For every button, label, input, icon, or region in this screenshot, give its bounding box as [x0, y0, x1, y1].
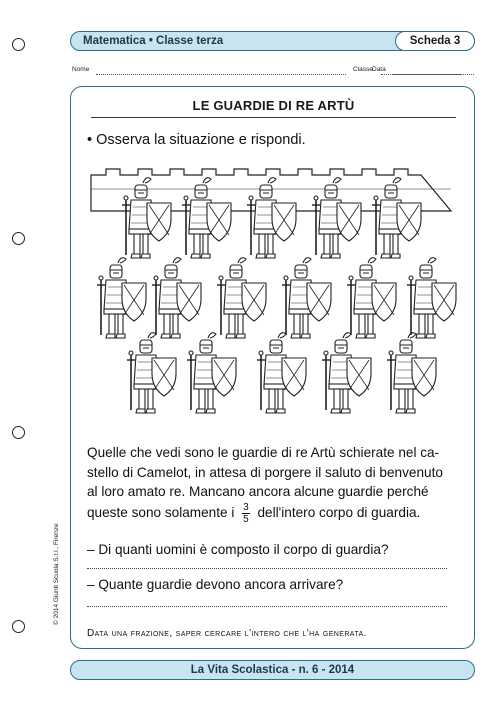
instruction-text: • Osserva la situazione e rispondi. — [87, 132, 306, 148]
binder-hole-upper — [12, 232, 25, 245]
guard-figure — [312, 178, 361, 258]
fraction-denominator: 5 — [243, 513, 249, 525]
paragraph-line-4 — [87, 502, 465, 525]
name-label: Nome — [72, 66, 90, 73]
paragraph-line-3: al loro amato re. Mancano ancora alcune guardie perché — [87, 484, 429, 499]
question-2: – Quante guardie devono ancora arrivare? — [87, 577, 344, 592]
guard-figure — [387, 333, 436, 413]
guard-figure — [122, 178, 171, 258]
answer-line-1[interactable] — [87, 568, 447, 569]
guard-figure — [282, 258, 331, 338]
worksheet-title: LE GUARDIE DI RE ARTÙ — [192, 98, 355, 113]
copyright-notice: © 2014 Giunti Scuola S.r.l., Firenze — [53, 523, 60, 625]
paragraph-line-1: Quelle che vedi sono le guardie di re Artù schierate nel ca- — [87, 445, 440, 460]
guard-figure — [257, 333, 306, 413]
fraction — [242, 502, 250, 525]
guard-figure — [187, 333, 236, 413]
guard-figure — [127, 333, 176, 413]
worksheet-panel — [70, 86, 475, 649]
class-label: Classe — [353, 66, 373, 73]
guard-formation — [97, 178, 456, 413]
student-fields — [70, 66, 475, 78]
learning-goal: Data una frazione, saper cercare l'intero che l'ha generata. — [87, 628, 367, 639]
guard-figure — [322, 333, 371, 413]
guards-illustration — [86, 165, 461, 437]
guard-figure — [247, 178, 296, 258]
guard-figure — [372, 178, 421, 258]
subject-label: Matematica • Classe terza — [83, 35, 224, 47]
guard-figure — [217, 258, 266, 338]
binder-hole-top — [12, 38, 25, 51]
title-underline — [91, 117, 456, 118]
story-paragraph — [87, 443, 465, 525]
name-field[interactable] — [96, 74, 346, 75]
question-1: – Di quanti uomini è composto il corpo di guardia? — [87, 542, 389, 557]
binder-hole-bottom — [12, 620, 25, 633]
paragraph-line-2: stello di Camelot, in attesa di porgere il saluto di benvenuto — [87, 464, 443, 480]
paragraph-line-4-end: dell'intero corpo di guardia. — [257, 504, 421, 520]
date-label-visible: Data — [372, 66, 386, 73]
answer-line-2[interactable] — [87, 606, 447, 607]
guard-figure — [347, 258, 396, 338]
guard-figure — [407, 258, 456, 338]
footer-band: La Vita Scolastica - n. 6 - 2014 — [70, 660, 475, 680]
fraction-numerator: 3 — [243, 501, 249, 513]
guard-figure — [182, 178, 231, 258]
paragraph-line-4-start: queste sono solamente i — [87, 504, 235, 520]
binder-hole-lower — [12, 426, 25, 439]
guard-figure — [97, 258, 146, 338]
sheet-number: Scheda 3 — [395, 31, 475, 51]
guard-figure — [152, 258, 201, 338]
date-field[interactable] — [392, 74, 474, 75]
